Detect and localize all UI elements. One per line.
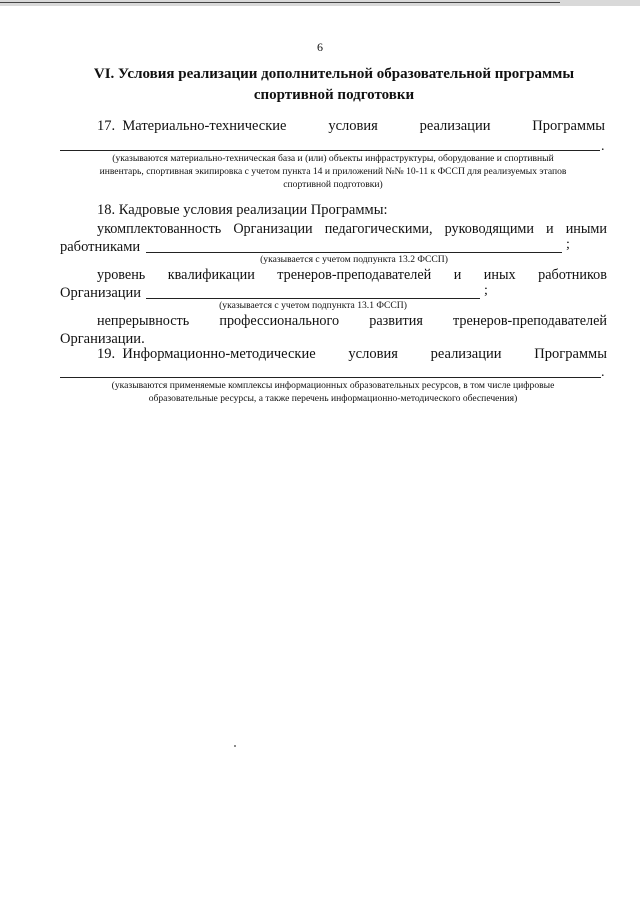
item-18-heading: 18. Кадровые условия реализации Программы: xyxy=(97,202,388,218)
staff-semicolon: ; xyxy=(566,237,570,252)
qualification-semicolon: ; xyxy=(484,283,488,298)
item-19-text-1: 19. Информационно-методические xyxy=(97,346,316,362)
qualification-line: уровень квалификации тренеров-преподавателей и иных работников xyxy=(97,267,607,283)
scan-top-line xyxy=(0,2,560,3)
qualification-continuation: Организации xyxy=(60,285,142,301)
item-19-line xyxy=(97,346,607,363)
section-title-line-1: VI. Условия реализации дополнительной образовательной программы xyxy=(93,66,575,82)
staff-line: укомплектованность Организации педагогическими, руководящими и иными xyxy=(97,221,607,237)
item-19-period: . xyxy=(601,365,605,380)
scan-speck xyxy=(234,745,236,747)
scan-top-edge xyxy=(0,0,640,6)
item-17-note: (указываются материально-техническая база и (или) объекты инфраструктуры, оборудование и спортивный инвентарь, спортивная экипировка с учетом пункта 14 и приложений №№ 10-11 к ФССП для реализуемых этапов спортивной подготовки) xyxy=(99,153,567,190)
staff-continuation: работниками xyxy=(60,239,141,255)
item-17-text-1: 17. Материально-технические xyxy=(97,118,287,134)
item-17-text-2: условия xyxy=(328,118,378,134)
staff-note: (указывается с учетом подпункта 13.2 ФССП) xyxy=(260,254,448,265)
item-19-text-3: реализации xyxy=(430,346,502,362)
continuity-line: непрерывность профессионального развития тренеров-преподавателей xyxy=(97,313,607,329)
item-19-text-4: Программы xyxy=(534,346,607,362)
qualification-note: (указывается с учетом подпункта 13.1 ФССП) xyxy=(219,300,407,311)
item-17-text-4: Программы xyxy=(532,118,605,134)
item-19-note: (указываются применяемые комплексы информационных образовательных ресурсов, в том числе цифровые образовательные ресурсы, а также перечень информационно-методического обеспечения) xyxy=(111,380,555,404)
item-19-text-2: условия xyxy=(348,346,398,362)
section-title xyxy=(60,64,608,106)
item-17-text-3: реализации xyxy=(419,118,491,134)
item-19-fill-line[interactable] xyxy=(60,377,601,378)
item-17-line xyxy=(97,118,605,135)
item-17-period: . xyxy=(601,139,605,154)
continuity-continuation: Организации. xyxy=(60,331,145,347)
item-17-fill-line[interactable] xyxy=(60,150,600,151)
section-title-line-2: спортивной подготовки xyxy=(253,87,415,103)
page-number: 6 xyxy=(317,40,323,54)
